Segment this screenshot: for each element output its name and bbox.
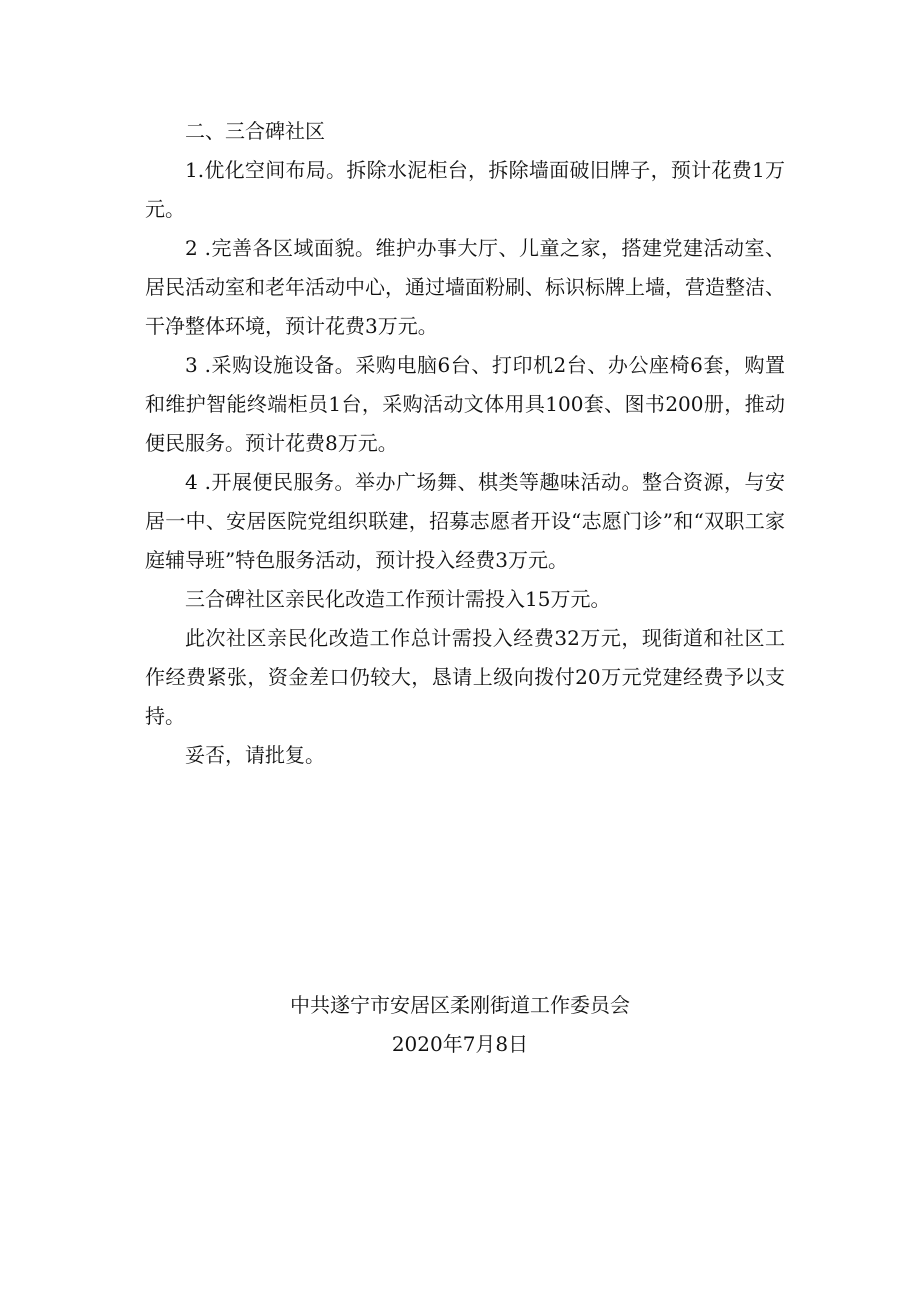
community-total: 三合碑社区亲民化改造工作预计需投入15万元。 bbox=[185, 587, 611, 611]
section-heading: 二、三合碑社区 bbox=[185, 119, 325, 143]
item-equipment-purchase: 3 .采购设施设备。采购电脑6台、打印机2台、办公座椅6套，购置和维护智能终端柜员1台，采购活动文体用具100套、图书200册，推动便民服务。预计花费8万元。 bbox=[145, 353, 785, 455]
signature-date: 2020年7月8日 bbox=[391, 1032, 529, 1056]
signature-organization: 中共遂宁市安居区柔刚街道工作委员会 bbox=[290, 993, 630, 1017]
overall-total: 此次社区亲民化改造工作总计需投入经费32万元，现街道和社区工作经费紧张，资金差口仍较大，恳请上级向拨付20万元党建经费予以支持。 bbox=[145, 626, 785, 728]
item-area-appearance: 2 .完善各区域面貌。维护办事大厅、儿童之家，搭建党建活动室、居民活动室和老年活动中心，通过墙面粉刷、标识标牌上墙，营造整洁、干净整体环境，预计花费3万元。 bbox=[145, 236, 785, 338]
document-body bbox=[145, 112, 785, 775]
item-space-layout: 1.优化空间布局。拆除水泥柜台，拆除墙面破旧牌子，预计花费1万元。 bbox=[145, 158, 785, 221]
closing-request: 妥否，请批复。 bbox=[185, 743, 325, 767]
item-convenience-services: 4 .开展便民服务。举办广场舞、棋类等趣味活动。整合资源，与安居一中、安居医院党组织联建，招募志愿者开设“志愿门诊”和“双职工家庭辅导班”特色服务活动，预计投入经费3万元。 bbox=[145, 470, 785, 572]
